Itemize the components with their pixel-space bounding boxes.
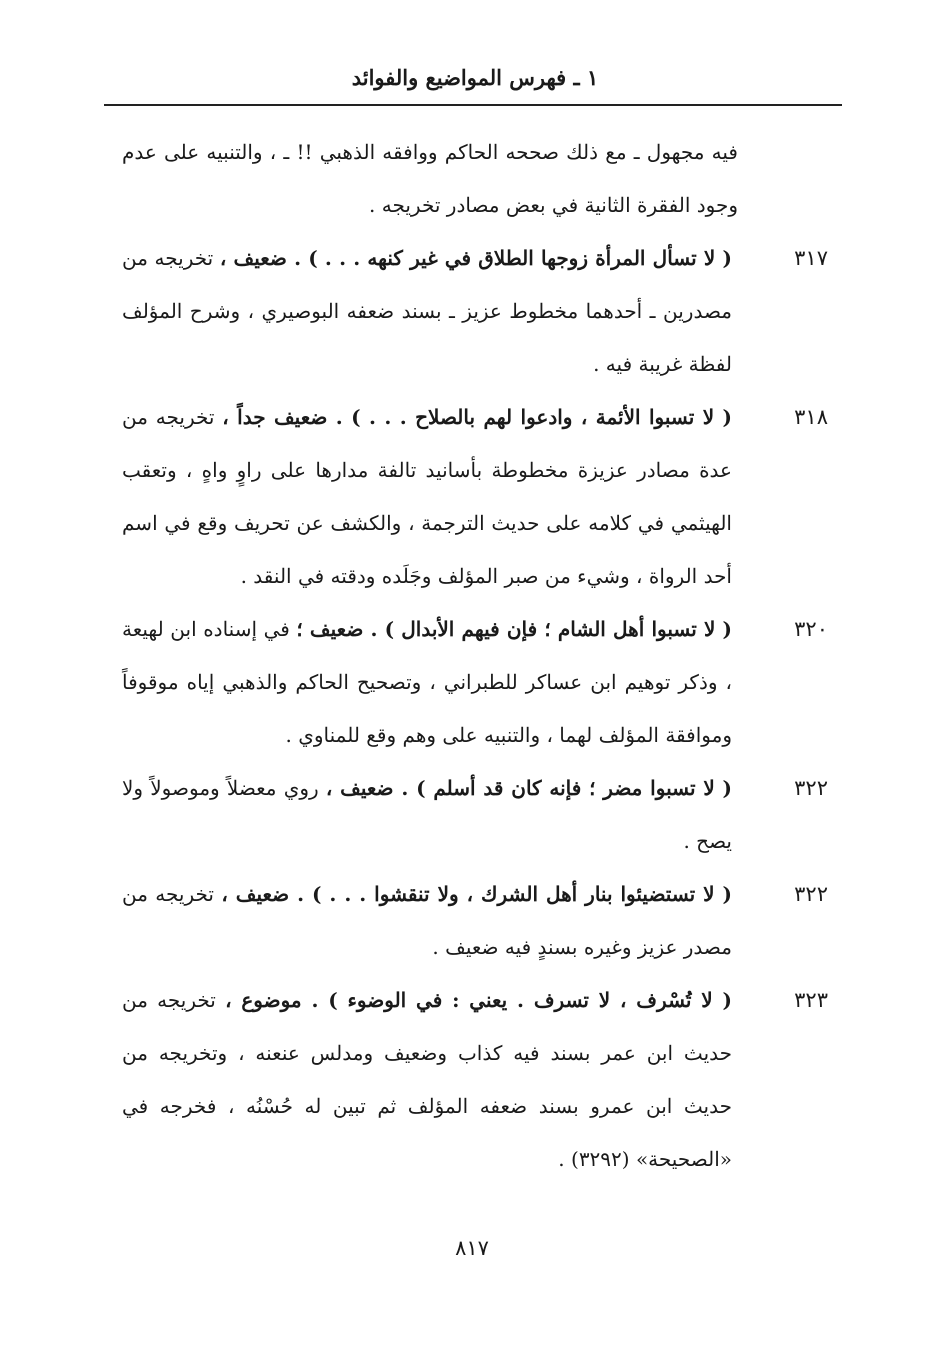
running-header: ١ ـ فهرس المواضيع والفوائد: [351, 65, 599, 90]
entry-number: ٣٢٣: [794, 988, 828, 1012]
index-entry: [122, 391, 834, 603]
entry-text: [122, 762, 732, 868]
entry-text: [122, 868, 732, 974]
entry-number: ٣٢٠: [794, 617, 828, 641]
entry-description: تخريجه من عدة مصادر عزيزة مخطوطة بأسانيد تالفة مدارها على راوٍ واهٍ ، وتعقب الهيثمي في كلامه على حديث الترجمة ، والكشف عن تحريف وقع في اسم أحد الرواة ، وشيء من صبر المؤلف وجَلَده ودقته في النقد .: [122, 405, 732, 588]
entry-text: [122, 232, 732, 391]
entry-description: روي معضلاً وموصولاً ولا يصح .: [122, 776, 732, 853]
entry-description: تخريجه من مصدرين ـ أحدهما مخطوط عزيز ـ بسند ضعفه البوصيري ، وشرح المؤلف لفظة غريبة فيه .: [122, 246, 732, 376]
index-entry: [122, 603, 834, 762]
continuation-text: فيه مجهول ـ مع ذلك صححه الحاكم ووافقه الذهبي !! ـ ، والتنبيه على عدم وجود الفقرة الثانية في بعض مصادر تخريجه .: [122, 140, 738, 217]
continuation-paragraph: [122, 126, 834, 232]
index-entry: [122, 974, 834, 1186]
index-entry: [122, 868, 834, 974]
entry-number: ٣١٧: [794, 246, 828, 270]
entry-number: ٣٢٢: [794, 776, 828, 800]
entry-number: ٣١٨: [794, 405, 828, 429]
entry-description: تخريجه من مصدر عزيز وغيره بسندٍ فيه ضعيف .: [122, 882, 732, 959]
entry-text: [122, 603, 732, 762]
index-entry: [122, 232, 834, 391]
hadith-heading: ( لا تسأل المرأة زوجها الطلاق في غير كنهه . . . ) . ضعيف ،: [219, 246, 732, 270]
hadith-heading: ( لا تسبوا الأئمة ، وادعوا لهم بالصلاح . . . ) . ضعيف جداً ،: [222, 405, 732, 429]
index-body: [122, 126, 834, 1186]
entry-description: تخريجه من حديث ابن عمر بسند فيه كذاب وضعيف ومدلس عنعنه ، وتخريجه من حديث ابن عمرو بسند ضعفه المؤلف ثم تبين له حُسْنُه ، فخرجه في «الصحيحة» (٣٢٩٢) .: [122, 988, 732, 1171]
entry-number: ٣٢٢: [794, 882, 828, 906]
hadith-heading: ( لا تسبوا أهل الشام ؛ فإن فيهم الأبدال ) . ضعيف ؛: [296, 617, 732, 641]
hadith-heading: ( لا تُسْرف ، لا تسرف . يعني : في الوضوء ) . موضوع ،: [225, 988, 732, 1012]
header-divider: [104, 104, 842, 106]
entry-text: [122, 391, 732, 603]
index-entry: [122, 762, 834, 868]
entry-text: [122, 974, 732, 1186]
hadith-heading: ( لا تسبوا مضر ؛ فإنه كان قد أسلم ) . ضعيف ،: [325, 776, 732, 800]
hadith-heading: ( لا تستضيئوا بنار أهل الشرك ، ولا تنقشوا . . . ) . ضعيف ،: [221, 882, 733, 906]
entry-description: في إسناده ابن لهيعة ، وذكر توهيم ابن عساكر للطبراني ، وتصحيح الحاكم والذهبي إياه موقوفاً وموافقة المؤلف لهما ، والتنبيه على وهم وقع للمناوي .: [122, 617, 732, 747]
page-number: ٨١٧: [455, 1236, 489, 1260]
